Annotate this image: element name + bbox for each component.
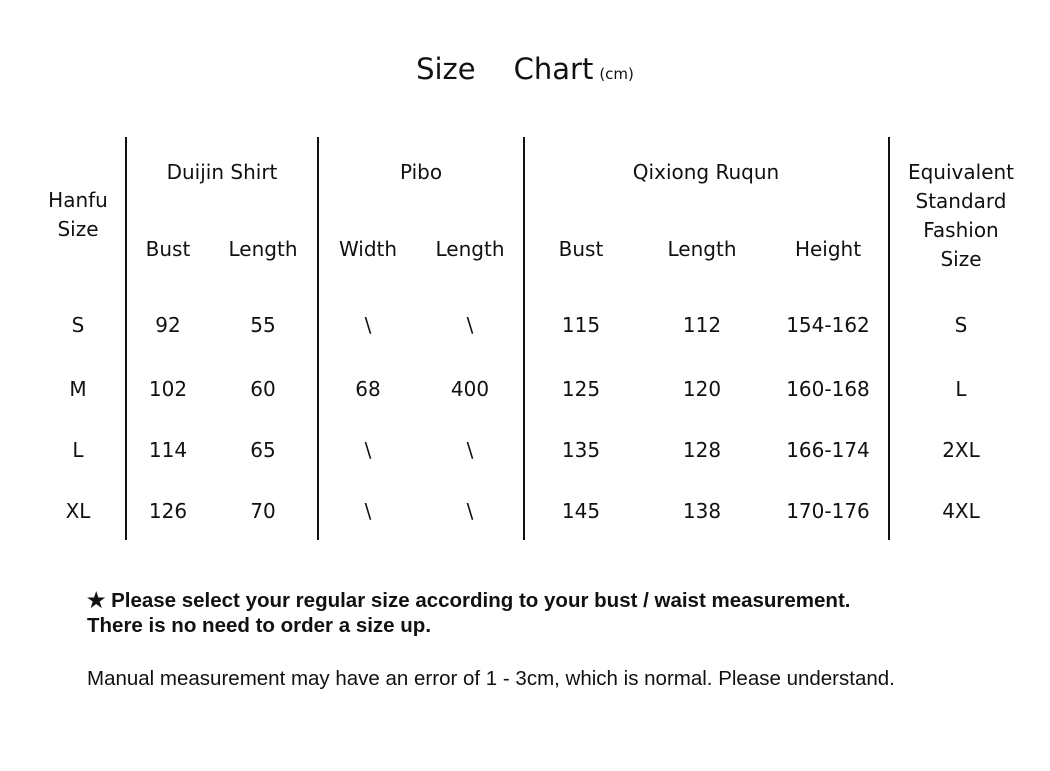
divider-4 (888, 137, 890, 540)
row-m-equiv: L (955, 377, 967, 401)
row-m-size: M (69, 377, 87, 401)
row-xl-pibo-width: \ (364, 499, 372, 523)
divider-3 (523, 137, 525, 540)
header-hanfu-line: Hanfu (48, 188, 108, 212)
row-m-duijin-length: 60 (250, 377, 276, 401)
row-xl-pibo-length: \ (466, 499, 474, 523)
header-qixiong-bust: Bust (558, 237, 604, 261)
row-l-equiv: 2XL (942, 438, 980, 462)
title-unit: (cm) (599, 65, 634, 83)
title-chart: Chart (513, 52, 594, 86)
row-xl-duijin-length: 70 (250, 499, 276, 523)
header-pibo: Pibo (399, 160, 443, 184)
title-size: Size (416, 52, 476, 86)
row-l-pibo-length: \ (466, 438, 474, 462)
header-equiv-line1: Equivalent (907, 160, 1015, 184)
header-duijin-bust: Bust (145, 237, 191, 261)
row-s-qixiong-bust: 115 (561, 313, 601, 337)
header-equiv-line3: Fashion (923, 218, 999, 242)
note-measurement-error: Manual measurement may have an error of 1 - 3cm, which is normal. Please understand. (87, 667, 895, 690)
row-xl-qixiong-bust: 145 (561, 499, 601, 523)
header-equiv-line4: Size (940, 247, 982, 271)
header-duijin-length: Length (228, 237, 298, 261)
header-qixiong-length: Length (667, 237, 737, 261)
row-l-duijin-length: 65 (250, 438, 276, 462)
row-l-qixiong-bust: 135 (561, 438, 601, 462)
row-m-duijin-bust: 102 (148, 377, 188, 401)
header-pibo-width: Width (338, 237, 398, 261)
row-xl-size: XL (65, 499, 91, 523)
note-no-size-up: There is no need to order a size up. (87, 614, 432, 637)
header-equivalent-size (908, 158, 1014, 274)
row-l-pibo-width: \ (364, 438, 372, 462)
divider-1 (125, 137, 127, 540)
note-select-size: ★ Please select your regular size according to your bust / waist measurement. (87, 589, 851, 612)
row-l-duijin-bust: 114 (148, 438, 188, 462)
row-xl-qixiong-height: 170-176 (786, 499, 870, 523)
header-qixiong-height: Height (794, 237, 862, 261)
header-qixiong-ruqun: Qixiong Ruqun (632, 160, 780, 184)
row-xl-duijin-bust: 126 (148, 499, 188, 523)
row-s-equiv: S (954, 313, 968, 337)
row-s-qixiong-length: 112 (682, 313, 722, 337)
row-m-qixiong-bust: 125 (561, 377, 601, 401)
row-s-pibo-length: \ (466, 313, 474, 337)
row-s-duijin-bust: 92 (155, 313, 181, 337)
page-title (0, 52, 1050, 86)
row-s-duijin-length: 55 (250, 313, 276, 337)
header-size-line: Size (57, 217, 99, 241)
row-m-qixiong-height: 160-168 (786, 377, 870, 401)
row-l-qixiong-length: 128 (682, 438, 722, 462)
header-hanfu-size (48, 186, 108, 244)
row-xl-equiv: 4XL (942, 499, 980, 523)
header-pibo-length: Length (435, 237, 505, 261)
row-xl-qixiong-length: 138 (682, 499, 722, 523)
row-m-qixiong-length: 120 (682, 377, 722, 401)
row-m-pibo-length: 400 (450, 377, 490, 401)
row-m-pibo-width: 68 (355, 377, 381, 401)
header-duijin-shirt: Duijin Shirt (166, 160, 278, 184)
row-s-qixiong-height: 154-162 (786, 313, 870, 337)
row-l-size: L (72, 438, 84, 462)
row-l-qixiong-height: 166-174 (786, 438, 870, 462)
row-s-size: S (71, 313, 85, 337)
header-equiv-line2: Standard (915, 189, 1007, 213)
divider-2 (317, 137, 319, 540)
row-s-pibo-width: \ (364, 313, 372, 337)
